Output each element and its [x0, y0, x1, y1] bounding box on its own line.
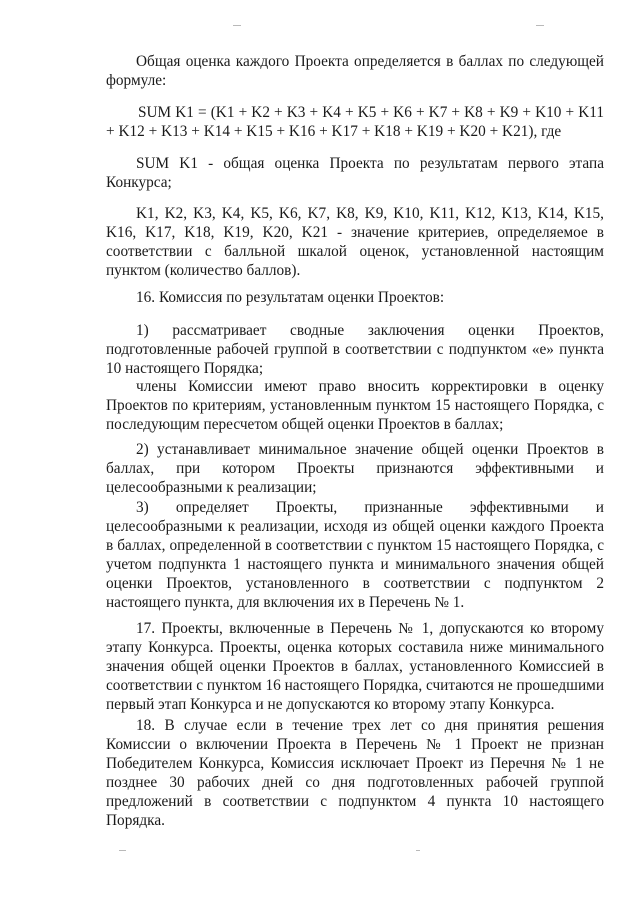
paragraph-16-1: 1) рассматривает сводные заключения оценки Проектов, подготовленные рабочей группой в соответствии с подпунктом «е» пункта 10 настоящего Порядка;	[106, 322, 604, 377]
paragraph-section-16: 16. Комиссия по результатам оценки Проектов:	[136, 289, 445, 306]
scan-mark	[416, 850, 420, 851]
paragraph-16-2: 2) устанавливает минимальное значение общей оценки Проектов в баллах, при котором Проекты признаются эффективными и целесообразными к реализации;	[106, 441, 604, 496]
paragraph-sum-definition: SUM K1 - общая оценка Проекта по результатам первого этапа Конкурса;	[106, 155, 604, 191]
paragraph-section-17: 17. Проекты, включенные в Перечень № 1, допускаются ко второму этапу Конкурса. Проекты, оценка которых составила ниже минимального значения общей оценки Проектов в баллах, установленного Комиссией в соответствии с пунктом 16 настоящего Порядка, считаются не прошедшими первый этап Конкурса и не допускаются ко второму этапу Конкурса.	[106, 620, 604, 713]
scan-mark	[536, 25, 544, 26]
scan-mark	[233, 25, 241, 26]
formula-sum-k1: SUM K1 = (K1 + K2 + K3 + K4 + K5 + K6 + K7 + K8 + K9 + K10 + K11 + K12 + K13 + K14 + K15 + K16 + K17 + K18 + K19 + K20 + K21), где	[106, 104, 604, 140]
paragraph-16-3: 3) определяет Проекты, признанные эффективными и целесообразными к реализации, исходя из общей оценки каждого Проекта в баллах, определенной в соответствии с пунктом 15 настоящего Порядка, с учетом подпункта 1 настоящего пункта и минимального значения общей оценки Проектов, установленного в соответствии с подпунктом 2 настоящего пункта, для включения их в Перечень № 1.	[106, 499, 604, 611]
paragraph-criteria-definition: K1, K2, K3, K4, K5, K6, K7, K8, K9, K10, K11, K12, K13, K14, K15, K16, K17, K18, K19, K20, K21 - значение критериев, определяемое в соответствии с балльной шкалой оценок, установленной настоящим пунктом (количество баллов).	[106, 205, 604, 279]
paragraph-intro: Общая оценка каждого Проекта определяется в баллах по следующей формуле:	[106, 53, 604, 89]
paragraph-section-18: 18. В случае если в течение трех лет со дня принятия решения Комиссии о включении Проекта в Перечень № 1 Проект не признан Победителем Конкурса, Комиссия исключает Проект из Перечня № 1 не позднее 30 рабочих дней со дня подготовленных рабочей группой предложений в соответствии с подпунктом 4 пункта 10 настоящего Порядка.	[106, 717, 604, 829]
paragraph-16-members: члены Комиссии имеют право вносить корректировки в оценку Проектов по критериям, установленным пунктом 15 настоящего Порядка, с последующим пересчетом общей оценки Проектов в баллах;	[106, 378, 604, 433]
scan-mark	[119, 850, 126, 851]
